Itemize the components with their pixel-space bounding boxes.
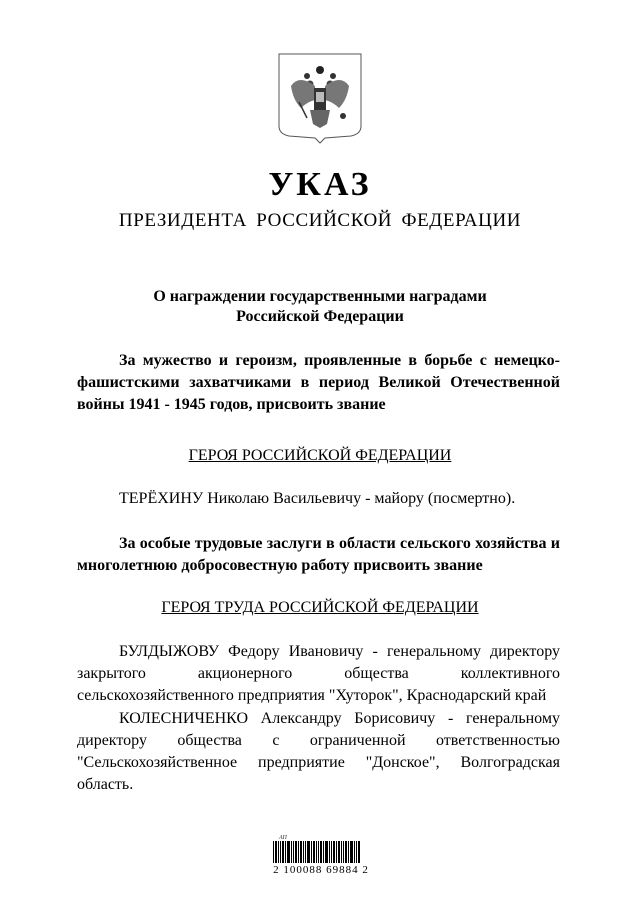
recipient-kolesnichenko: КОЛЕСНИЧЕНКО Александру Борисовичу - генеральному директору общества с ограниченной ответственностью "Сельскохозяйственное предприятие "Донское", Волгоградская область.	[77, 710, 560, 793]
decree-heading	[0, 287, 640, 327]
heading-line-2: Российской Федерации	[236, 308, 404, 325]
recipient-terekhin: ТЕРЁХИНУ Николаю Васильевичу - майору (посмертно).	[119, 490, 516, 507]
section-2-rank: ГЕРОЯ ТРУДА РОССИЙСКОЙ ФЕДЕРАЦИИ	[161, 599, 479, 616]
section-2-intro: За особые трудовые заслуги в области сельского хозяйства и многолетнюю добросовестную работу присвоить звание	[77, 535, 560, 574]
heading-line-1: О награждении государственными наградами	[153, 288, 487, 305]
decree-subtitle: ПРЕЗИДЕНТА РОССИЙСКОЙ ФЕДЕРАЦИИ	[118, 210, 522, 231]
barcode-number: 2 100088 69884 2	[273, 864, 369, 876]
recipient-buldyzhov: БУЛДЫЖОВУ Федору Ивановичу - генеральному директору закрытого акционерного общества коллективного сельскохозяйственного предприятия "Хуторок", Краснодарский край	[77, 643, 560, 704]
section-1-intro: За мужество и героизм, проявленные в борьбе с немецко-фашистскими захватчиками в период Великой Отечественной войны 1941 - 1945 годов, присвоить звание	[77, 352, 560, 413]
decree-title: УКАЗ	[268, 166, 372, 203]
barcode-icon	[265, 833, 375, 865]
double-headed-eagle-icon	[277, 52, 363, 144]
coat-of-arms-emblem	[277, 52, 363, 144]
section-1-rank: ГЕРОЯ РОССИЙСКОЙ ФЕДЕРАЦИИ	[188, 447, 452, 464]
barcode-mark: АП	[279, 835, 287, 841]
